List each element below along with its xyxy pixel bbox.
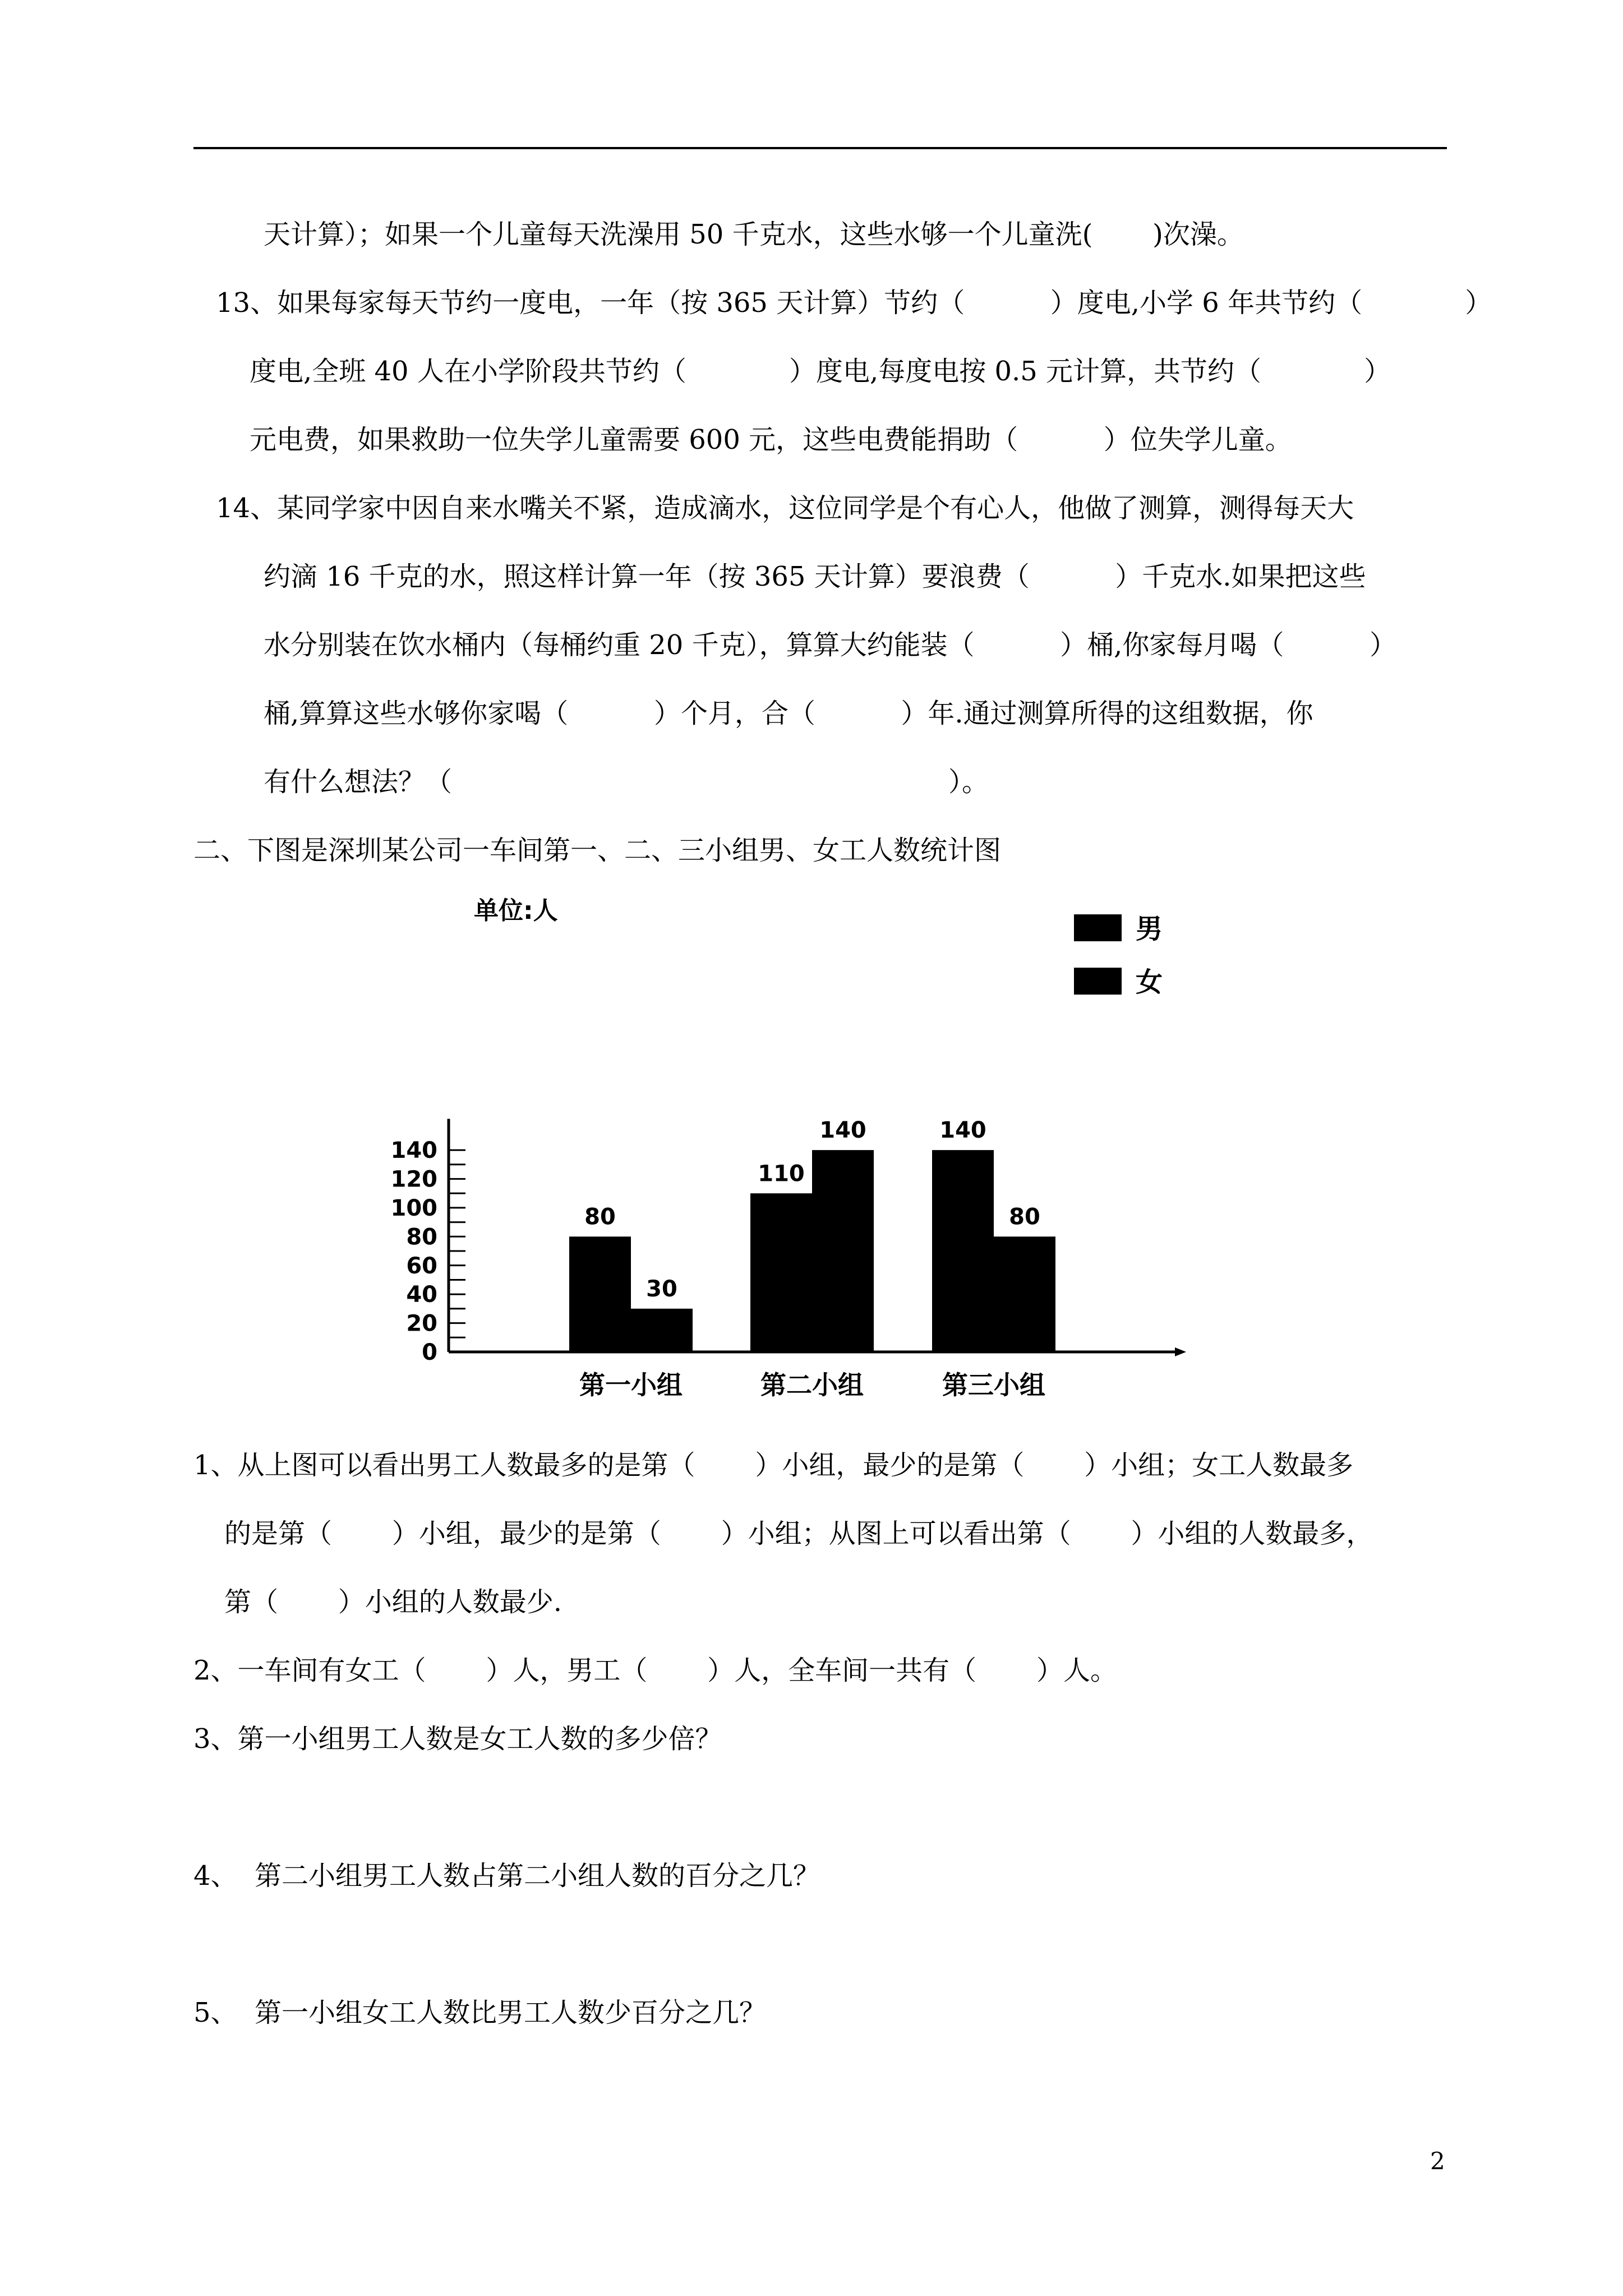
unit-label: 单位:人 (474, 896, 558, 925)
category-label: 第二小组 (760, 1370, 864, 1400)
question-3: 3、第一小组男工人数是女工人数的多少倍？ (193, 1723, 722, 1755)
data-label: 140 (939, 1117, 986, 1144)
question-1-line-1: 1、从上图可以看出男工人数最多的是第（ ）小组，最少的是第（ ）小组；女工人数最多 (193, 1450, 1354, 1481)
question-14-line-4: 桶,算算这些水够你家喝（ ）个月，合（ ）年.通过测算所得的这组数据，你 (264, 698, 1313, 729)
legend-label: 女 (1136, 967, 1163, 998)
question-1-line-3: 第（ ）小组的人数最少. (224, 1586, 562, 1618)
y-tick-label: 60 (406, 1253, 437, 1279)
data-label: 80 (1009, 1204, 1040, 1230)
data-label: 80 (584, 1204, 616, 1230)
text-line-1: 天计算）；如果一个儿童每天洗澡用 50 千克水，这些水够一个儿童洗( )次澡。 (264, 219, 1244, 250)
question-14-line-3: 水分别装在饮水桶内（每桶约重 20 千克），算算大约能装（ ）桶,你家每月喝（ ） (264, 629, 1397, 661)
question-2: 2、一车间有女工（ ）人，男工（ ）人，全车间一共有（ ）人。 (193, 1655, 1117, 1686)
bar-female (812, 1150, 874, 1352)
y-tick-label: 120 (390, 1166, 437, 1193)
question-1-line-2: 的是第（ ）小组，最少的是第（ ）小组；从图上可以看出第（ ）小组的人数最多， (224, 1518, 1373, 1549)
x-axis-arrow (1175, 1347, 1186, 1356)
category-label: 第三小组 (942, 1370, 1045, 1400)
y-tick-label: 80 (406, 1224, 437, 1250)
y-tick-label: 0 (422, 1340, 437, 1365)
question-13-line-2: 度电,全班 40 人在小学阶段共节约（ ）度电,每度电按 0.5 元计算，共节约（ ） (250, 356, 1391, 387)
category-label: 第一小组 (579, 1370, 683, 1400)
y-tick-label: 140 (390, 1138, 437, 1164)
bar-female (994, 1236, 1055, 1352)
bar-male (750, 1193, 812, 1352)
data-label: 30 (646, 1276, 677, 1302)
y-tick-label: 100 (390, 1195, 437, 1221)
bar-male (569, 1236, 631, 1352)
question-13-line-3: 元电费，如果救助一位失学儿童需要 600 元，这些电费能捐助（ ）位失学儿童。 (250, 424, 1292, 455)
question-14-line-2: 约滴 16 千克的水，照这样计算一年（按 365 天计算）要浪费（ ）千克水.如果把这些 (264, 561, 1366, 592)
y-tick-label: 20 (406, 1310, 437, 1337)
legend-label: 男 (1136, 913, 1163, 945)
header-rule (193, 147, 1447, 149)
page-number: 2 (1430, 2147, 1445, 2175)
data-label: 140 (819, 1117, 866, 1144)
question-4: 4、 第二小组男工人数占第二小组人数的百分之几？ (193, 1860, 820, 1892)
data-label: 110 (758, 1161, 805, 1187)
question-14-line-1: 14、某同学家中因自来水嘴关不紧，造成滴水，这位同学是个有心人，他做了测算，测得每天大 (216, 493, 1354, 524)
question-5: 5、 第一小组女工人数比男工人数少百分之几？ (193, 1997, 767, 2028)
legend-swatch (1074, 914, 1122, 941)
bar-chart (359, 886, 1234, 1414)
y-tick-label: 40 (406, 1282, 437, 1308)
question-14-line-5: 有什么想法？（ ）。 (264, 766, 989, 798)
bar-female (631, 1309, 693, 1352)
legend-swatch (1074, 968, 1122, 995)
question-13-line-1: 13、如果每家每天节约一度电，一年（按 365 天计算）节约（ ）度电,小学 6 年共节约（ ） (216, 287, 1492, 319)
section-2-title: 二、下图是深圳某公司一车间第一、二、三小组男、女工人数统计图 (193, 835, 1002, 866)
bar-male (932, 1150, 994, 1352)
